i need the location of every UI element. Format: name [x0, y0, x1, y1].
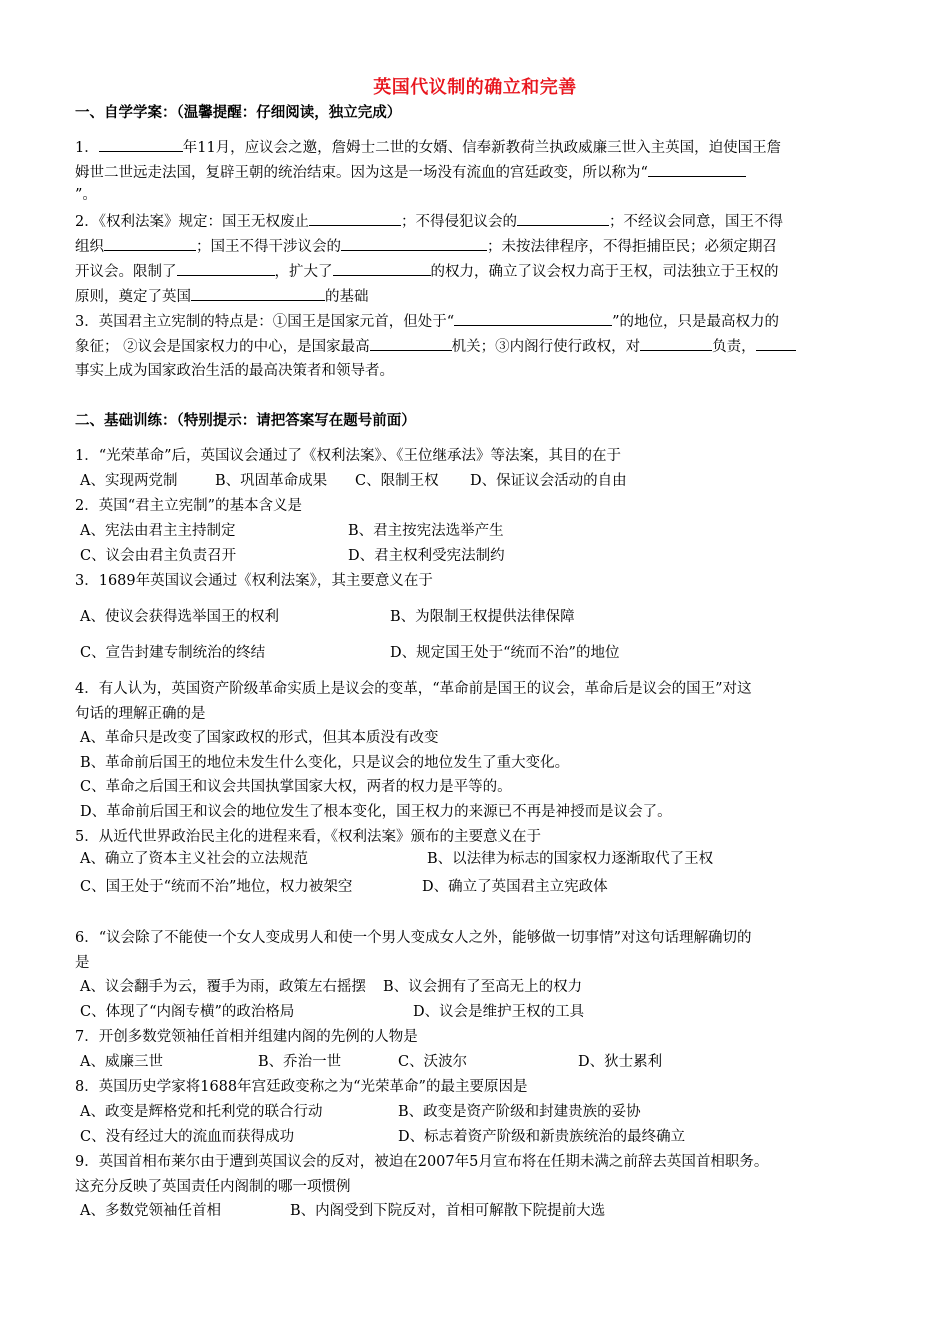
- s2-q4-option-b[interactable]: B、革命前后国王的地位未发生什么变化，只是议会的地位发生了重大变化。: [80, 755, 570, 771]
- s1-q2-text-c2: ，扩大了: [274, 264, 333, 280]
- s2-q5-option-b[interactable]: B、以法律为标志的国家权力逐渐取代了王权: [427, 851, 714, 867]
- s2-q3-stem: 3．1689年英国议会通过《权利法案》，其主要意义在于: [75, 573, 433, 589]
- s1-q3-line-2: [75, 336, 796, 357]
- s2-q4-option-a[interactable]: A、革命只是改变了国家政权的形式，但其本质没有改变: [80, 730, 439, 746]
- s1-q1-line-2: [75, 162, 746, 183]
- s1-q1-text-c: ”。: [75, 187, 97, 203]
- s1-q2-text-a2: ；不得侵犯议会的: [400, 214, 517, 230]
- s2-q8-stem: 8．英国历史学家将1688年宫廷政变称之为“光荣革命”的最主要原因是: [75, 1079, 528, 1095]
- blank-parliament-right[interactable]: [517, 211, 609, 226]
- s2-q2-stem: 2．英国“君主立宪制”的基本含义是: [75, 498, 303, 514]
- s2-q7-option-c[interactable]: C、沃波尔: [398, 1054, 468, 1070]
- blank-king-status[interactable]: [454, 311, 612, 326]
- s1-q2-text-b3: ；未按法律程序，不得拒捕臣民；必须定期召: [487, 239, 777, 255]
- s2-q1-option-d[interactable]: D、保证议会活动的自由: [470, 473, 627, 489]
- s1-q2-text-d2: 的基础: [325, 289, 369, 305]
- blank-abolish[interactable]: [309, 211, 401, 226]
- s2-q8-option-c[interactable]: C、没有经过大的流血而获得成功: [80, 1129, 295, 1145]
- s2-q1-option-c[interactable]: C、限制王权: [355, 473, 439, 489]
- s2-q6-stem-1: 6．“议会除了不能使一个女人变成男人和使一个男人变成女人之外，能够做一切事情”对这句话理解确切的: [75, 930, 752, 946]
- s1-q3-text-b3: 负责，: [712, 339, 756, 355]
- s1-q1-line-3: [75, 185, 97, 205]
- s1-q3-text-c: 事实上成为国家政治生活的最高决策者和领导者。: [75, 363, 394, 379]
- section-1-heading: 一、自学学案：（温馨提醒：仔细阅读，独立完成）: [75, 105, 402, 121]
- s2-q3-option-c[interactable]: C、宣告封建专制统治的终结: [80, 645, 266, 661]
- s1-q1-text-b: 姆世二世远走法国，复辟王朝的统治结束。因为这是一场没有流血的宫廷政变，所以称为“: [75, 165, 648, 181]
- s2-q7-option-b[interactable]: B、乔治一世: [258, 1054, 342, 1070]
- s2-q8-option-b[interactable]: B、政变是资产阶级和封建贵族的妥协: [398, 1104, 641, 1120]
- s1-q2-line-3: [75, 261, 779, 282]
- s2-q6-stem-2: 是: [75, 955, 90, 971]
- s2-q1-option-a[interactable]: A、实现两党制: [80, 473, 178, 489]
- s2-q5-option-d[interactable]: D、确立了英国君主立宪政体: [422, 879, 608, 895]
- s2-q1-stem: 1．“光荣革命”后，英国议会通过了《权利法案》、《王位继承法》等法案，其目的在于: [75, 448, 622, 464]
- blank-year[interactable]: [99, 137, 183, 152]
- blank-restricted[interactable]: [177, 261, 275, 276]
- s2-q8-option-d[interactable]: D、标志着资产阶级和新贵族统治的最终确立: [398, 1129, 686, 1145]
- s1-q3-text-a1: 3．英国君主立宪制的特点是：①国王是国家元首，但处于“: [75, 314, 455, 330]
- page-title: 英国代议制的确立和完善: [373, 77, 577, 98]
- s1-q3-text-a2: ”的地位，只是最高权力的: [612, 314, 780, 330]
- s1-q2-line-1: [75, 211, 783, 232]
- s2-q4-stem-2: 句话的理解正确的是: [75, 706, 206, 722]
- s2-q5-stem: 5．从近代世界政治民主化的进程来看，《权利法案》颁布的主要意义在于: [75, 829, 541, 845]
- blank-organize[interactable]: [104, 236, 196, 251]
- s2-q9-stem-1: 9．英国首相布莱尔由于遭到英国议会的反对，被迫在2007年5月宣布将在任期未满之前辞去英国首相职务。: [75, 1154, 769, 1170]
- section-2-heading: 二、基础训练：（特别提示：请把答案写在题号前面）: [75, 413, 416, 429]
- s2-q9-stem-2: 这充分反映了英国责任内阁制的哪一项惯例: [75, 1179, 351, 1195]
- s2-q5-option-c[interactable]: C、国王处于“统而不治”地位，权力被架空: [80, 879, 353, 895]
- s1-q2-text-b2: ；国王不得干涉议会的: [196, 239, 341, 255]
- blank-expanded[interactable]: [333, 261, 431, 276]
- s1-q2-text-a3: ；不经议会同意，国王不得: [608, 214, 783, 230]
- s2-q9-option-a[interactable]: A、多数党领袖任首相: [80, 1203, 221, 1219]
- s2-q2-option-d[interactable]: D、君主权利受宪法制约: [348, 548, 505, 564]
- s2-q2-option-b[interactable]: B、君主按宪法选举产生: [348, 523, 504, 539]
- s2-q6-option-a[interactable]: A、议会翻手为云，覆手为雨，政策左右摇摆: [80, 979, 366, 995]
- s2-q2-option-a[interactable]: A、宪法由君主主持制定: [80, 523, 236, 539]
- s1-q1-number: 1．: [75, 140, 99, 156]
- s2-q7-stem: 7．开创多数党领袖任首相并组建内阁的先例的人物是: [75, 1029, 418, 1045]
- s1-q3-line-1: [75, 311, 779, 332]
- s2-q2-option-c[interactable]: C、议会由君主负责召开: [80, 548, 237, 564]
- blank-leader[interactable]: [756, 336, 796, 351]
- s1-q3-text-b1: 象征； ②议会是国家权力的中心，是国家最高: [75, 339, 370, 355]
- s2-q3-option-b[interactable]: B、为限制王权提供法律保障: [390, 609, 575, 625]
- s2-q6-option-b[interactable]: B、议会拥有了至高无上的权力: [383, 979, 583, 995]
- blank-event-name[interactable]: [648, 162, 746, 177]
- s2-q4-stem-1: 4．有人认为，英国资产阶级革命实质上是议会的变革，“革命前是国王的议会，革命后是议会的国王”对这: [75, 681, 752, 697]
- s2-q3-option-d[interactable]: D、规定国王处于“统而不治”的地位: [390, 645, 620, 661]
- s1-q2-text-c3: 的权力，确立了议会权力高于王权，司法独立于王权的: [430, 264, 779, 280]
- s1-q1-line-1: [75, 137, 781, 158]
- s1-q2-text-b1: 组织: [75, 239, 104, 255]
- s2-q4-option-c[interactable]: C、革命之后国王和议会共国执掌国家大权，两者的权力是平等的。: [80, 779, 512, 795]
- s2-q5-option-a[interactable]: A、确立了资本主义社会的立法规范: [80, 851, 308, 867]
- s1-q2-line-2: [75, 236, 777, 257]
- s2-q1-option-b[interactable]: B、巩固革命成果: [215, 473, 328, 489]
- s1-q3-text-b2: 机关；③内阁行使行政权，对: [451, 339, 641, 355]
- blank-highest-organ[interactable]: [370, 336, 452, 351]
- s2-q9-option-b[interactable]: B、内阁受到下院反对，首相可解散下院提前大选: [290, 1203, 606, 1219]
- s1-q2-text-c1: 开议会。限制了: [75, 264, 177, 280]
- s2-q7-option-d[interactable]: D、狄士累利: [578, 1054, 663, 1070]
- s1-q2-line-4: [75, 286, 369, 307]
- blank-responsible-to[interactable]: [640, 336, 712, 351]
- s2-q8-option-a[interactable]: A、政变是辉格党和托利党的联合行动: [80, 1104, 323, 1120]
- s1-q1-text-a: 年11月，应议会之邀，詹姆士二世的女婿、信奉新教荷兰执政威廉三世入主英国，迫使国王詹: [182, 140, 782, 156]
- s2-q6-option-c[interactable]: C、体现了“内阁专横”的政治格局: [80, 1004, 295, 1020]
- s1-q2-text-a1: 2．《权利法案》规定：国王无权废止: [75, 214, 309, 230]
- s2-q7-option-a[interactable]: A、威廉三世: [80, 1054, 163, 1070]
- s2-q4-option-d[interactable]: D、革命前后国王和议会的地位发生了根本变化，国王权力的来源已不再是神授而是议会了。: [80, 804, 672, 820]
- s1-q2-text-d1: 原则，奠定了英国: [75, 289, 191, 305]
- s2-q3-option-a[interactable]: A、使议会获得选举国王的权利: [80, 609, 279, 625]
- blank-foundation[interactable]: [191, 286, 325, 301]
- blank-interfere[interactable]: [341, 236, 487, 251]
- s1-q3-line-3: [75, 361, 394, 381]
- s2-q6-option-d[interactable]: D、议会是维护王权的工具: [413, 1004, 585, 1020]
